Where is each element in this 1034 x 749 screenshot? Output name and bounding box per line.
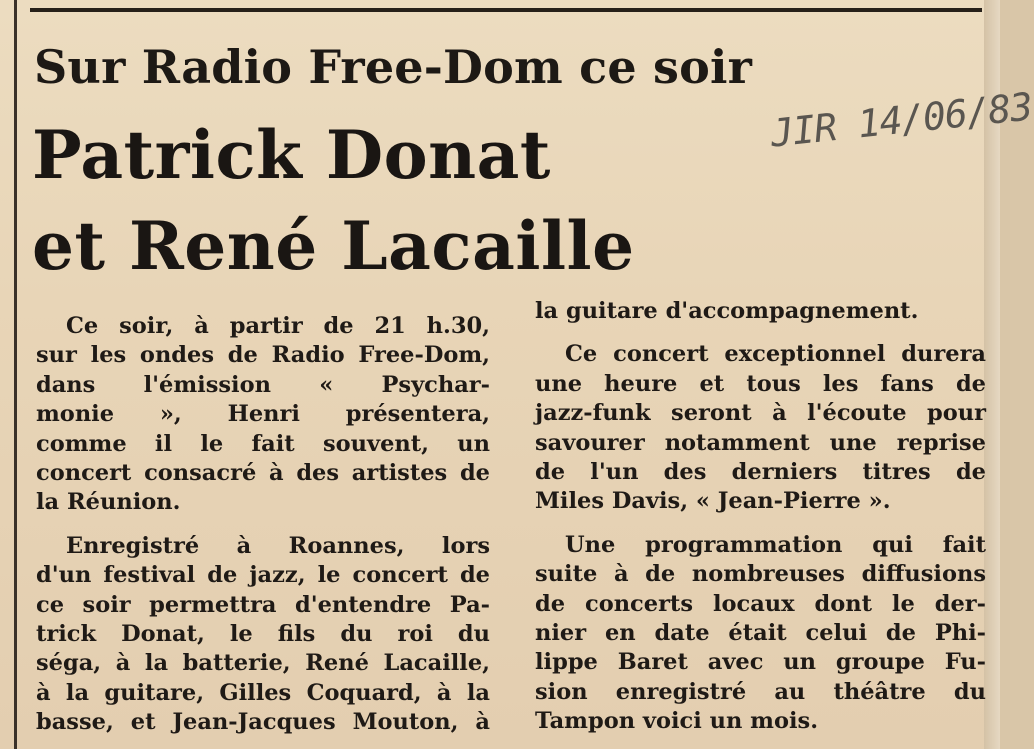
text-line: d'un festival de jazz, le concert de xyxy=(36,562,490,589)
left-border xyxy=(14,0,17,749)
text-line: basse, et Jean-Jacques Mouton, à xyxy=(36,709,490,736)
top-rule xyxy=(30,8,982,12)
text-line: séga, à la batterie, René Lacaille, xyxy=(36,650,490,677)
text-line: Enregistré à Roannes, lors xyxy=(66,532,490,559)
text-line: jazz-funk seront à l'écoute pour xyxy=(535,400,986,427)
text-line: savourer notamment une reprise xyxy=(535,429,986,456)
text-line: sion enregistré au théâtre du xyxy=(535,678,986,705)
text-line: ce soir permettra d'entendre Pa- xyxy=(36,591,490,618)
headline-line-1: Patrick Donat xyxy=(32,116,551,194)
text-line: Une programmation qui fait xyxy=(565,531,986,558)
text-line: de concerts locaux dont le der- xyxy=(535,590,986,617)
article-column-left xyxy=(36,312,490,738)
handwritten-date-stamp: JIR 14/06/83 xyxy=(768,84,1034,156)
text-line: Ce concert exceptionnel durera xyxy=(565,341,986,368)
text-line: nier en date était celui de Phi- xyxy=(535,620,986,647)
kicker-headline: Sur Radio Free-Dom ce soir xyxy=(34,40,753,94)
text-line: Miles Davis, « Jean-Pierre ». xyxy=(535,488,891,515)
article-column-right xyxy=(535,297,986,737)
text-line: une heure et tous les fans de xyxy=(535,370,986,397)
text-line: la Réunion. xyxy=(36,489,181,516)
text-line: à la guitare, Gilles Coquard, à la xyxy=(36,679,490,706)
text-line: suite à de nombreuses diffusions xyxy=(535,561,986,588)
text-line: monie », Henri présentera, xyxy=(36,401,490,428)
text-line: Ce soir, à partir de 21 h.30, xyxy=(66,313,490,339)
headline-line-2: et René Lacaille xyxy=(32,207,635,285)
text-line: lippe Baret avec un groupe Fu- xyxy=(535,649,986,676)
text-line: de l'un des derniers titres de xyxy=(535,459,986,486)
text-line: dans l'émission « Psychar- xyxy=(36,371,490,398)
text-line: Tampon voici un mois. xyxy=(535,708,819,735)
text-line: la guitare d'accompagnement. xyxy=(535,298,919,324)
text-line: concert consacré à des artistes de xyxy=(36,460,490,487)
text-line: comme il le fait souvent, un xyxy=(36,430,490,457)
text-line: trick Donat, le fils du roi du xyxy=(36,621,490,648)
text-line: sur les ondes de Radio Free-Dom, xyxy=(36,342,490,369)
